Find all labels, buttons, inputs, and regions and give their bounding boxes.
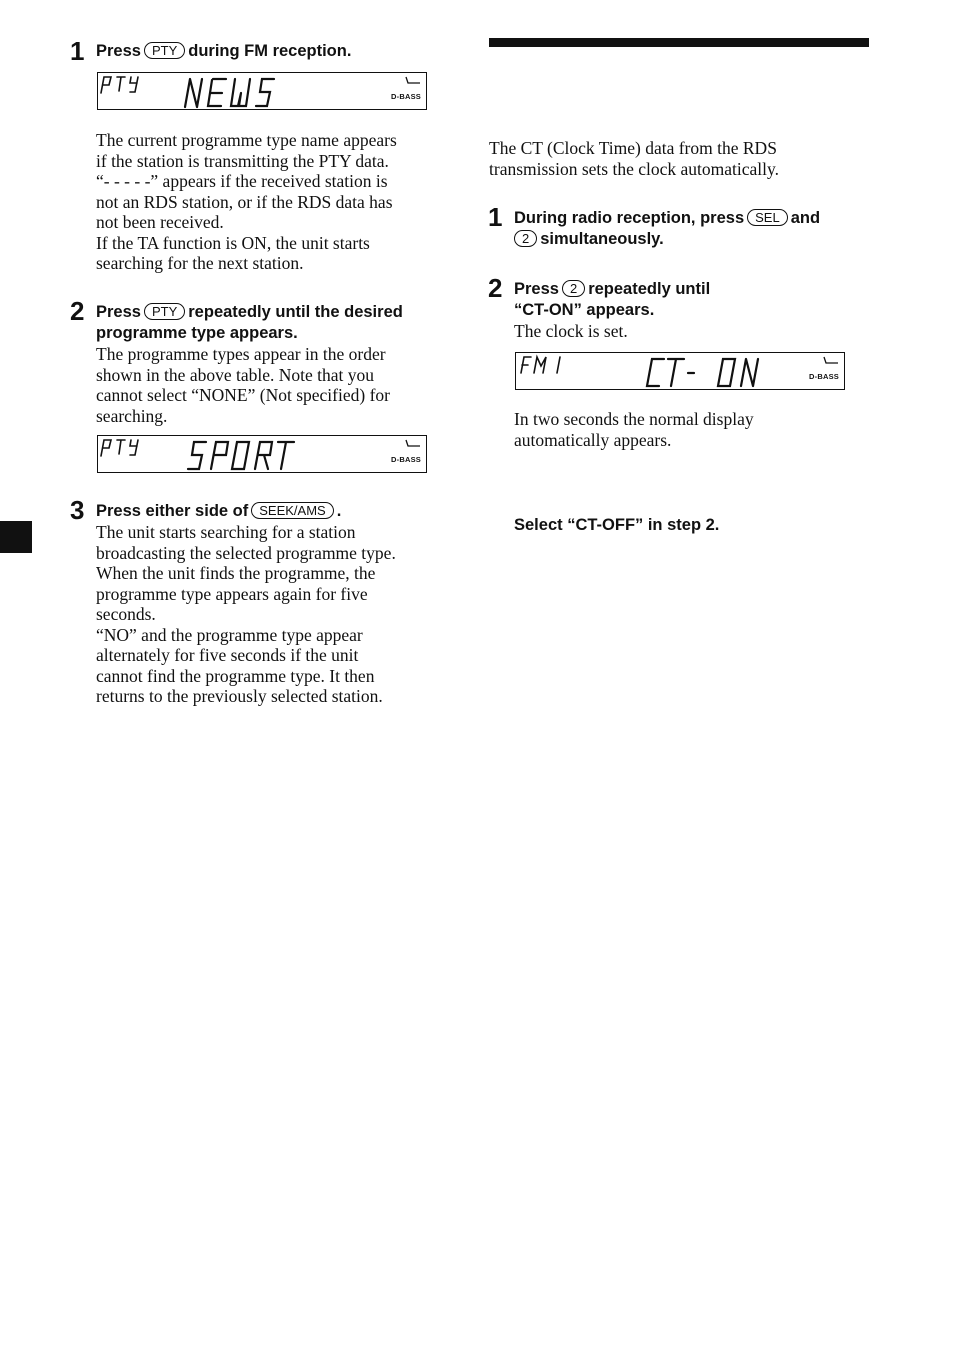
text-line: programme type appears again for five bbox=[96, 583, 368, 604]
segment-indicator bbox=[824, 357, 838, 363]
segment-display bbox=[516, 353, 844, 389]
button-2: 2 bbox=[514, 230, 537, 247]
text-line: returns to the previously selected station. bbox=[96, 686, 383, 706]
step-description: The clock is set. bbox=[514, 321, 628, 341]
step-number: 1 bbox=[488, 202, 503, 232]
step-number: 2 bbox=[488, 273, 503, 303]
text-line: The current programme type name appears bbox=[96, 130, 397, 150]
step-text: Press bbox=[514, 280, 559, 298]
step-heading bbox=[514, 279, 710, 300]
step-text: Press either side of bbox=[96, 502, 249, 520]
step-description bbox=[96, 130, 456, 274]
text-line: cannot find the programme type. It then bbox=[96, 665, 375, 686]
text-line: In two seconds the normal display bbox=[514, 409, 754, 429]
step-heading bbox=[96, 41, 351, 62]
text-line: searching. bbox=[96, 405, 168, 426]
segment-indicator bbox=[406, 77, 420, 83]
intro-text bbox=[489, 138, 869, 179]
dbass-badge: D-BASS bbox=[809, 372, 839, 381]
step-note bbox=[514, 409, 874, 450]
step-text: simultaneously. bbox=[540, 230, 664, 248]
text-line: “- - - - -” appears if the received station is bbox=[96, 171, 388, 191]
text-line: “NO” and the programme type appear bbox=[96, 624, 363, 645]
text-line: seconds. bbox=[96, 604, 156, 624]
section-tab bbox=[0, 521, 32, 553]
pty-button: PTY bbox=[144, 303, 185, 320]
dbass-badge: D-BASS bbox=[391, 455, 421, 464]
lcd-display-sport bbox=[97, 435, 427, 473]
cancel-instruction: Select “CT-OFF” in step 2. bbox=[514, 516, 720, 534]
step-heading bbox=[514, 208, 820, 229]
step-number: 1 bbox=[70, 36, 85, 66]
segment-display bbox=[98, 73, 426, 109]
segment-text-pty bbox=[101, 440, 138, 456]
lcd-display-ct-on bbox=[515, 352, 845, 390]
section-rule bbox=[489, 38, 869, 47]
step-text: Press bbox=[96, 42, 141, 60]
step-description bbox=[96, 522, 466, 707]
text-line: not an RDS station, or if the RDS data has bbox=[96, 191, 393, 212]
segment-text-fm1 bbox=[521, 357, 560, 373]
step-heading-line2: “CT-ON” appears. bbox=[514, 301, 655, 319]
step-number: 3 bbox=[70, 495, 85, 525]
step-text: Press bbox=[96, 303, 141, 321]
text-line: transmission sets the clock automatically. bbox=[489, 158, 779, 179]
text-line: When the unit finds the programme, the bbox=[96, 563, 376, 583]
step-description bbox=[96, 344, 456, 426]
segment-text-pty bbox=[101, 77, 138, 93]
step-heading-line2 bbox=[514, 229, 664, 250]
step-text: repeatedly until the desired bbox=[188, 303, 403, 321]
text-line: not been received. bbox=[96, 212, 224, 232]
segment-indicator bbox=[406, 440, 420, 446]
text-line: automatically appears. bbox=[514, 429, 672, 450]
text-line: cannot select “NONE” (Not specified) for bbox=[96, 385, 390, 405]
step-heading bbox=[96, 302, 403, 323]
segment-text-sport bbox=[188, 442, 294, 469]
text-line: shown in the above table. Note that you bbox=[96, 364, 374, 385]
button-2: 2 bbox=[562, 280, 585, 297]
text-line: broadcasting the selected programme type. bbox=[96, 542, 396, 563]
step-text: during FM reception. bbox=[188, 42, 352, 60]
text-line: alternately for five seconds if the unit bbox=[96, 645, 359, 665]
segment-text-ct-on bbox=[647, 359, 758, 386]
sel-button: SEL bbox=[747, 209, 788, 226]
dbass-badge: D-BASS bbox=[391, 92, 421, 101]
step-number: 2 bbox=[70, 296, 85, 326]
step-text: . bbox=[336, 502, 342, 520]
lcd-display-news bbox=[97, 72, 427, 110]
step-text: and bbox=[790, 209, 821, 227]
step-heading bbox=[96, 501, 341, 522]
text-line: If the TA function is ON, the unit starts bbox=[96, 232, 370, 253]
text-line: if the station is transmitting the PTY data. bbox=[96, 150, 389, 171]
segment-display bbox=[98, 436, 426, 472]
text-line: The CT (Clock Time) data from the RDS bbox=[489, 138, 777, 158]
segment-text-news bbox=[185, 79, 274, 107]
pty-button: PTY bbox=[144, 42, 185, 59]
step-heading-line2: programme type appears. bbox=[96, 324, 298, 342]
step-text: repeatedly until bbox=[588, 280, 711, 298]
text-line: The unit starts searching for a station bbox=[96, 522, 356, 542]
step-text: During radio reception, press bbox=[514, 209, 745, 227]
text-line: searching for the next station. bbox=[96, 253, 304, 273]
text-line: The programme types appear in the order bbox=[96, 344, 386, 364]
seek-ams-button: SEEK/AMS bbox=[251, 502, 333, 519]
